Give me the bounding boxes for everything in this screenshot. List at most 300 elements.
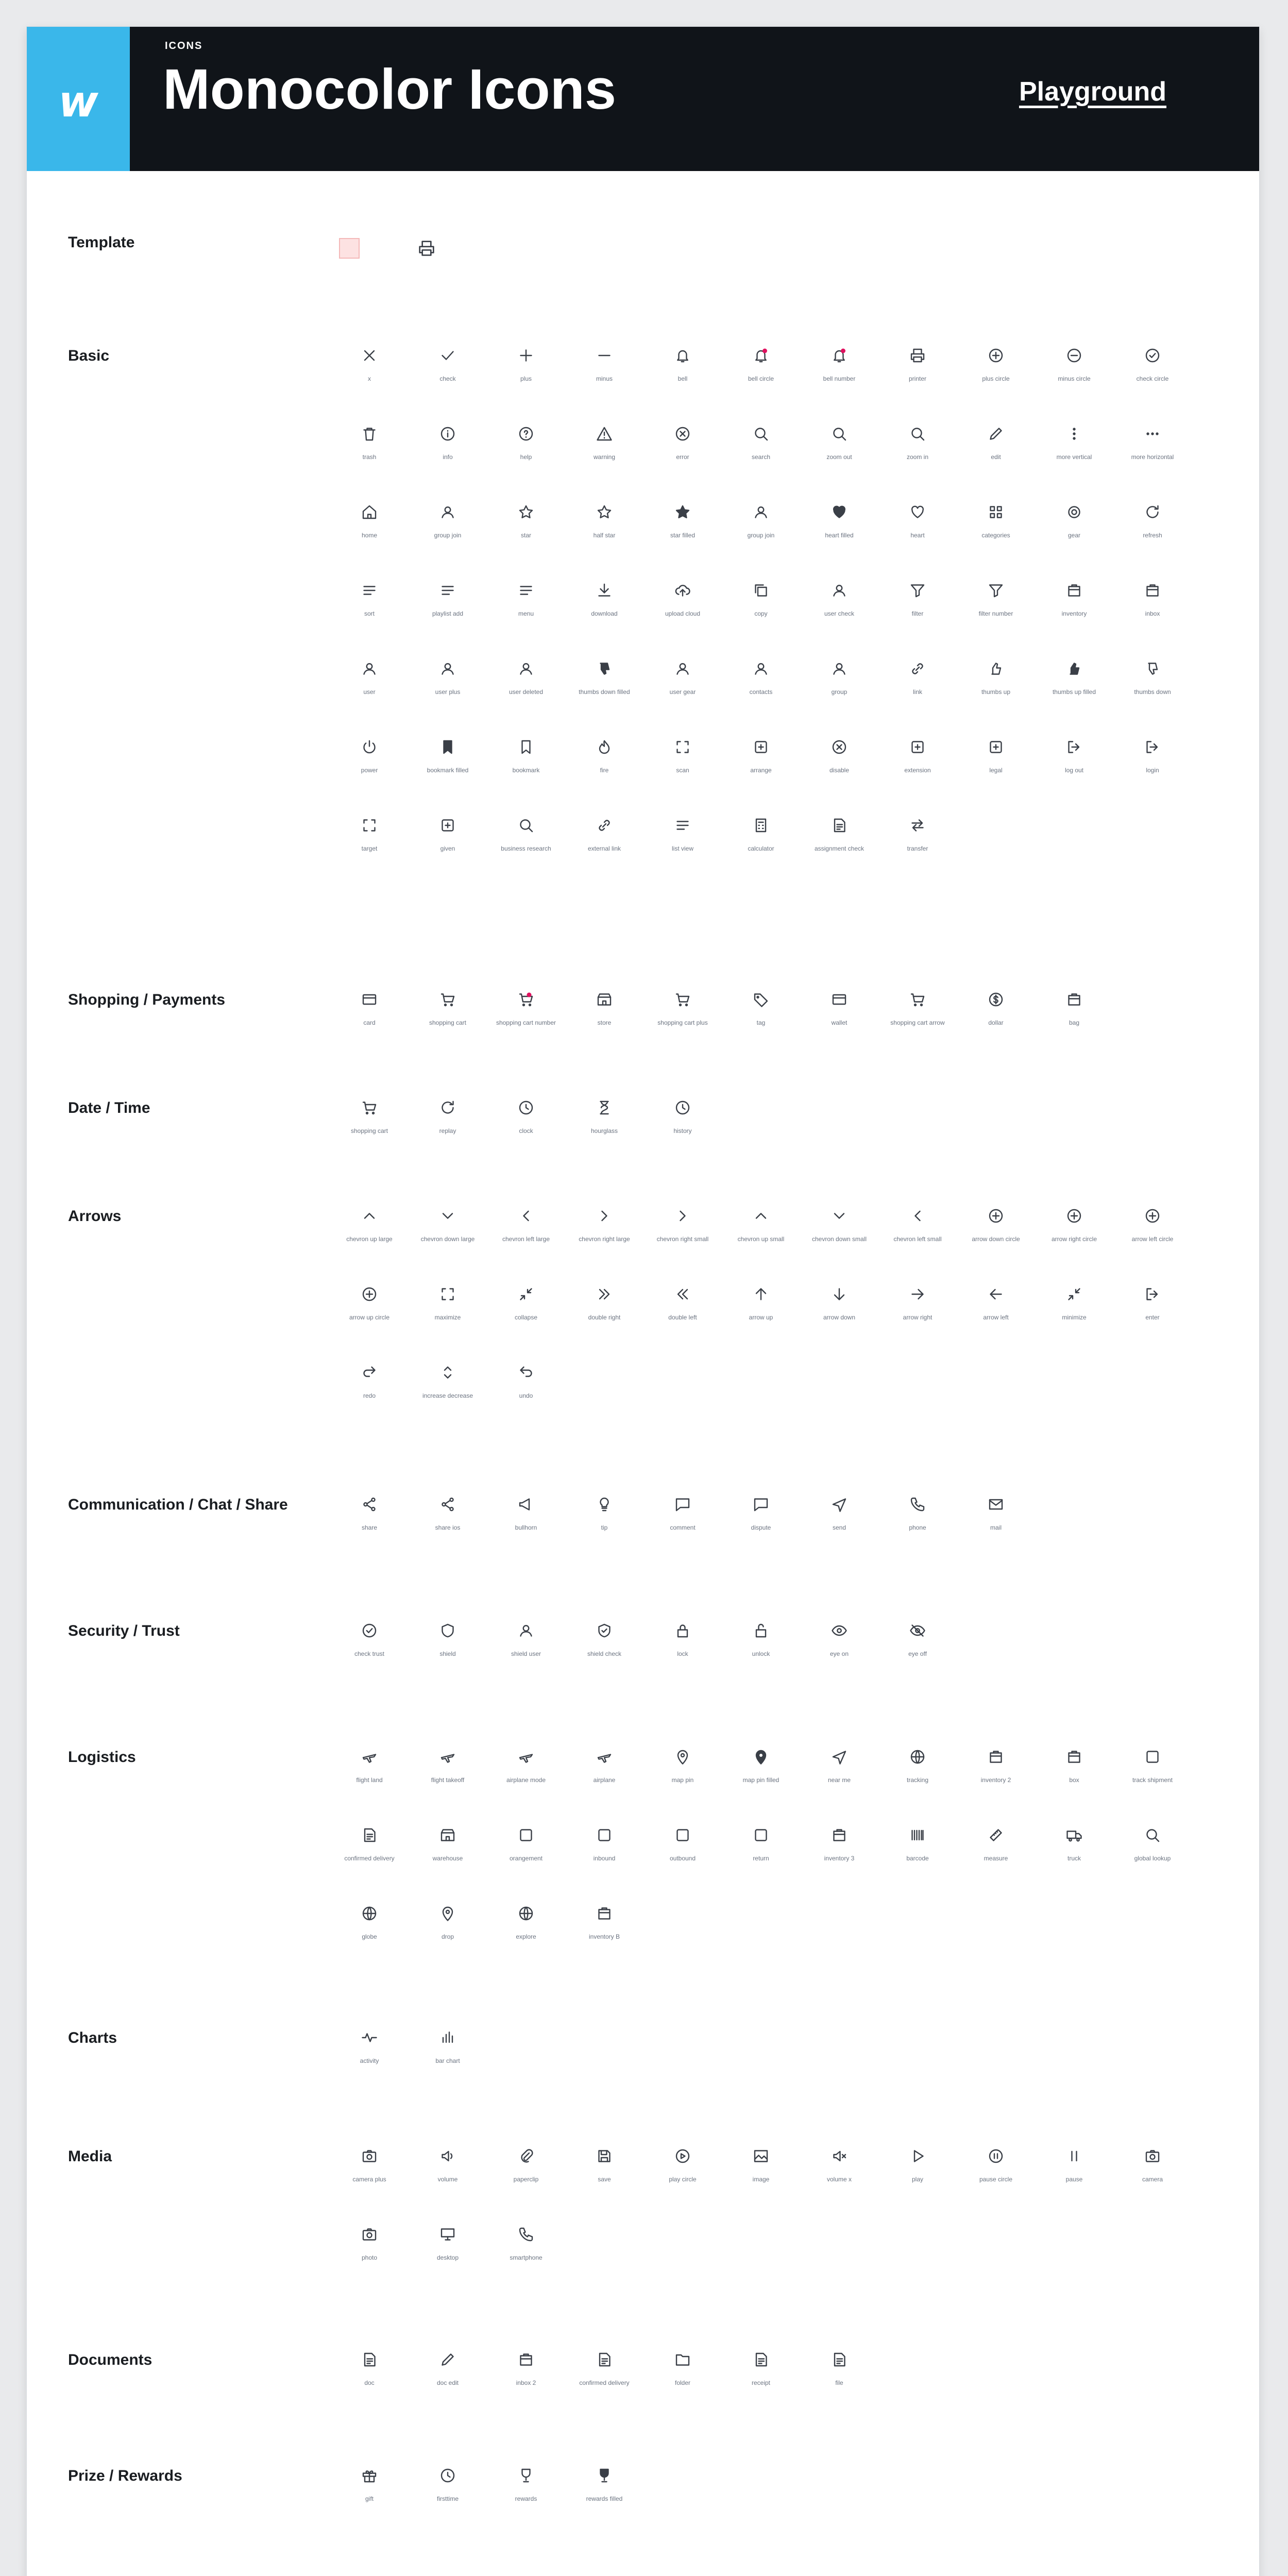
icon-tile[interactable] xyxy=(566,1748,643,1809)
icon-tile[interactable] xyxy=(331,2028,408,2090)
icon-tile[interactable] xyxy=(957,990,1035,1052)
icon-tile[interactable] xyxy=(644,425,721,486)
icon-tile[interactable] xyxy=(644,2350,721,2412)
wallet-icon xyxy=(830,990,849,1009)
icon-label: bar chart xyxy=(435,2057,460,2064)
tag-icon xyxy=(752,990,770,1009)
icon-tile[interactable] xyxy=(409,2028,486,2090)
icon-tile[interactable] xyxy=(487,816,565,878)
icon-tile[interactable] xyxy=(409,2147,486,2209)
icon-tile[interactable] xyxy=(722,990,800,1052)
icon-label: zoom in xyxy=(906,453,929,461)
icon-tile[interactable] xyxy=(331,1826,408,1888)
icon-tile[interactable] xyxy=(879,503,956,565)
rewards-filled-icon xyxy=(595,2466,614,2485)
icon-tile[interactable] xyxy=(879,659,956,721)
icon-label: camera xyxy=(1142,2176,1163,2183)
desktop-icon xyxy=(438,2225,457,2244)
icon-tile[interactable] xyxy=(566,2466,643,2528)
icon-tile[interactable] xyxy=(722,425,800,486)
icon-tile[interactable] xyxy=(566,1285,643,1347)
icon-label: business research xyxy=(501,845,551,852)
icon-label: star filled xyxy=(670,532,696,539)
icon-tile[interactable] xyxy=(1036,738,1113,800)
thumbs-down-filled-icon xyxy=(595,659,614,678)
icon-tile[interactable] xyxy=(331,1363,408,1425)
icon-tile[interactable] xyxy=(409,1495,486,1557)
icon-tile[interactable] xyxy=(644,1748,721,1809)
arrow-right-circle-icon xyxy=(1065,1207,1083,1225)
plus-circle-icon xyxy=(987,346,1005,365)
icon-label: arrow up circle xyxy=(349,1314,390,1321)
icon-tile[interactable] xyxy=(331,2466,408,2528)
icon-label: dollar xyxy=(988,1019,1004,1026)
icon-tile[interactable] xyxy=(409,2466,486,2528)
icon-tile[interactable] xyxy=(566,1098,643,1160)
icon-label: shopping cart plus xyxy=(657,1019,708,1026)
icon-tile[interactable] xyxy=(409,2350,486,2412)
icon-tile[interactable] xyxy=(879,581,956,643)
icon-tile[interactable] xyxy=(409,1098,486,1160)
icon-tile[interactable] xyxy=(1114,1207,1191,1268)
icon-tile[interactable] xyxy=(409,816,486,878)
icon-tile[interactable] xyxy=(879,990,956,1052)
plus-icon xyxy=(517,346,535,365)
receipt-icon xyxy=(752,2350,770,2369)
assignment-check-icon xyxy=(830,816,849,835)
doc-icon xyxy=(360,2350,379,2369)
icon-label: minus xyxy=(596,375,613,382)
icon-label: track shipment xyxy=(1132,1776,1173,1784)
icon-tile[interactable] xyxy=(409,581,486,643)
icon-tile[interactable] xyxy=(644,2147,721,2209)
icon-tile[interactable] xyxy=(957,1826,1035,1888)
truck-icon xyxy=(1065,1826,1083,1844)
icon-label: star xyxy=(520,532,531,539)
sort-icon xyxy=(360,581,379,600)
explore-icon xyxy=(517,1904,535,1923)
icon-tile[interactable] xyxy=(957,1207,1035,1268)
icon-tile[interactable] xyxy=(879,816,956,878)
icon-tile[interactable] xyxy=(722,503,800,565)
icon-tile[interactable] xyxy=(1114,1748,1191,1809)
icon-label: send xyxy=(832,1524,846,1531)
firsttime-icon xyxy=(438,2466,457,2485)
icon-tile[interactable] xyxy=(487,1495,565,1557)
icon-tile[interactable] xyxy=(409,990,486,1052)
icon-tile[interactable] xyxy=(644,346,721,408)
icon-tile[interactable] xyxy=(722,659,800,721)
upload-cloud-icon xyxy=(673,581,692,600)
folder-icon xyxy=(673,2350,692,2369)
inbox-2-icon xyxy=(517,2350,535,2369)
icon-tile[interactable] xyxy=(957,659,1035,721)
icon-label: log out xyxy=(1064,767,1084,774)
chevron-left-small-icon xyxy=(908,1207,927,1225)
icon-tile[interactable] xyxy=(801,738,878,800)
icon-tile[interactable] xyxy=(487,2147,565,2209)
icon-label: arrow right xyxy=(903,1314,933,1321)
icon-label: menu xyxy=(518,610,534,617)
icon-label: drop xyxy=(441,1933,454,1940)
playground-link[interactable]: Playground xyxy=(1019,77,1166,107)
icon-tile[interactable] xyxy=(487,2350,565,2412)
icon-tile[interactable] xyxy=(566,659,643,721)
icon-tile[interactable] xyxy=(1114,659,1191,721)
icon-label: file xyxy=(835,2379,843,2386)
icon-tile[interactable] xyxy=(879,2147,956,2209)
icon-tile[interactable] xyxy=(1114,1826,1191,1888)
icon-tile[interactable] xyxy=(801,1285,878,1347)
icon-label: doc edit xyxy=(436,2379,459,2386)
replay-icon xyxy=(438,1098,457,1117)
icon-tile[interactable] xyxy=(487,581,565,643)
icon-tile[interactable] xyxy=(722,1285,800,1347)
icon-tile[interactable] xyxy=(644,1826,721,1888)
icon-tile[interactable] xyxy=(487,1098,565,1160)
lock-icon xyxy=(673,1621,692,1640)
icon-tile[interactable] xyxy=(409,1826,486,1888)
globe-icon xyxy=(360,1904,379,1923)
icon-tile[interactable] xyxy=(331,1748,408,1809)
icon-tile[interactable] xyxy=(331,1495,408,1557)
icon-label: arrow right circle xyxy=(1051,1235,1097,1243)
icon-tile[interactable] xyxy=(566,1904,643,1966)
icon-tile[interactable] xyxy=(487,2466,565,2528)
icon-tile[interactable] xyxy=(879,346,956,408)
icon-tile[interactable] xyxy=(1114,346,1191,408)
redo-icon xyxy=(360,1363,379,1382)
icon-tile[interactable] xyxy=(331,659,408,721)
icon-tile[interactable] xyxy=(331,2350,408,2412)
icon-tile[interactable] xyxy=(801,425,878,486)
enter-icon xyxy=(1143,1285,1162,1303)
icon-label: edit xyxy=(991,453,1001,461)
icon-tile[interactable] xyxy=(487,1826,565,1888)
icon-label: collapse xyxy=(514,1314,538,1321)
icon-label: image xyxy=(752,2176,770,2183)
share-ios-icon xyxy=(438,1495,457,1514)
shopping-cart-arrow-icon xyxy=(908,990,927,1009)
icon-tile[interactable] xyxy=(409,1363,486,1425)
icon-tile[interactable] xyxy=(644,1495,721,1557)
icon-tile[interactable] xyxy=(957,425,1035,486)
icon-tile[interactable] xyxy=(879,1826,956,1888)
icon-label: download xyxy=(591,610,618,617)
icon-tile[interactable] xyxy=(644,990,721,1052)
icon-tile[interactable] xyxy=(1114,425,1191,486)
icon-label: phone xyxy=(909,1524,926,1531)
icon-tile[interactable] xyxy=(331,1207,408,1268)
icon-tile[interactable] xyxy=(331,503,408,565)
icon-tile[interactable] xyxy=(722,1826,800,1888)
icon-tile[interactable] xyxy=(722,1495,800,1557)
icon-label: hourglass xyxy=(590,1127,618,1134)
icon-tile[interactable] xyxy=(566,581,643,643)
icon-label: user check xyxy=(824,610,855,617)
icon-tile[interactable] xyxy=(487,1363,565,1425)
icon-tile[interactable] xyxy=(1036,1826,1113,1888)
icon-label: firsttime xyxy=(437,2495,459,2502)
icon-tile[interactable] xyxy=(566,425,643,486)
icon-label: filter xyxy=(911,610,924,617)
icon-tile[interactable] xyxy=(801,990,878,1052)
icon-tile[interactable] xyxy=(487,990,565,1052)
icon-label: home xyxy=(361,532,378,539)
icon-tile[interactable] xyxy=(957,503,1035,565)
icon-tile[interactable] xyxy=(879,425,956,486)
icon-tile[interactable] xyxy=(409,1748,486,1809)
icon-label: pause xyxy=(1065,2176,1083,2183)
icon-tile[interactable] xyxy=(1114,503,1191,565)
icon-label: chevron up large xyxy=(346,1235,393,1243)
icon-tile[interactable] xyxy=(957,2147,1035,2209)
icon-tile[interactable] xyxy=(487,1285,565,1347)
check-circle-icon xyxy=(1143,346,1162,365)
icon-tile[interactable] xyxy=(722,1207,800,1268)
icon-tile[interactable] xyxy=(957,1748,1035,1809)
bell-icon xyxy=(673,346,692,365)
icon-tile[interactable] xyxy=(566,2350,643,2412)
icon-tile[interactable] xyxy=(801,503,878,565)
icon-tile[interactable] xyxy=(879,738,956,800)
icon-tile[interactable] xyxy=(801,1495,878,1557)
icon-label: thumbs down xyxy=(1134,688,1171,696)
icon-tile[interactable] xyxy=(1036,1285,1113,1347)
icon-tile[interactable] xyxy=(487,659,565,721)
icon-tile[interactable] xyxy=(957,581,1035,643)
icon-tile[interactable] xyxy=(1114,581,1191,643)
arrow-right-icon xyxy=(908,1285,927,1303)
icon-label: truck xyxy=(1067,1855,1081,1862)
icon-tile[interactable] xyxy=(1114,1285,1191,1347)
icon-tile[interactable] xyxy=(331,581,408,643)
icon-tile[interactable] xyxy=(487,346,565,408)
categories-icon xyxy=(987,503,1005,521)
icon-tile[interactable] xyxy=(331,1904,408,1966)
icon-tile[interactable] xyxy=(566,1495,643,1557)
icon-label: arrange xyxy=(750,767,772,774)
icon-tile[interactable] xyxy=(409,1285,486,1347)
icon-label: power xyxy=(361,767,378,774)
icon-tile[interactable] xyxy=(722,1621,800,1683)
section-title: Logistics xyxy=(68,1749,136,1766)
star-icon xyxy=(517,503,535,521)
icon-tile[interactable] xyxy=(644,659,721,721)
icon-tile[interactable] xyxy=(566,738,643,800)
icon-label: error xyxy=(676,453,689,461)
icon-tile[interactable] xyxy=(566,816,643,878)
icon-tile[interactable] xyxy=(644,1285,721,1347)
outbound-icon xyxy=(673,1826,692,1844)
icon-label: plus xyxy=(520,375,532,382)
icon-tile[interactable] xyxy=(722,2147,800,2209)
icon-tile[interactable] xyxy=(1036,2147,1113,2209)
icon-label: history xyxy=(673,1127,692,1134)
icon-tile[interactable] xyxy=(331,2225,408,2287)
section-title: Documents xyxy=(68,2351,152,2368)
icon-tile[interactable] xyxy=(1036,503,1113,565)
icon-tile[interactable] xyxy=(644,1621,721,1683)
icon-tile[interactable] xyxy=(487,1207,565,1268)
tracking-icon xyxy=(908,1748,927,1766)
icon-tile[interactable] xyxy=(801,1826,878,1888)
shopping-cart-icon xyxy=(438,990,457,1009)
icon-label: store xyxy=(597,1019,612,1026)
icon-label: disable xyxy=(829,767,850,774)
icon-tile[interactable] xyxy=(879,1495,956,1557)
chevron-down-large-icon xyxy=(438,1207,457,1225)
icon-tile[interactable] xyxy=(331,816,408,878)
icon-tile[interactable] xyxy=(566,1826,643,1888)
icon-tile[interactable] xyxy=(1114,738,1191,800)
icon-tile[interactable] xyxy=(801,659,878,721)
icon-tile[interactable] xyxy=(566,1207,643,1268)
icon-tile[interactable] xyxy=(487,738,565,800)
icon-label: receipt xyxy=(751,2379,771,2386)
icon-label: heart filled xyxy=(825,532,854,539)
icon-tile[interactable] xyxy=(1036,425,1113,486)
section-title: Basic xyxy=(68,347,110,364)
icon-tile[interactable] xyxy=(487,1748,565,1809)
icon-tile[interactable] xyxy=(722,2350,800,2412)
icon-tile[interactable] xyxy=(957,1285,1035,1347)
icon-tile[interactable] xyxy=(409,659,486,721)
bag-icon xyxy=(1065,990,1083,1009)
icon-tile[interactable] xyxy=(566,990,643,1052)
icon-tile[interactable] xyxy=(331,738,408,800)
icon-label: inbox xyxy=(1145,610,1160,617)
icon-label: group join xyxy=(747,532,775,539)
icon-tile[interactable] xyxy=(722,346,800,408)
icon-tile[interactable] xyxy=(1036,659,1113,721)
half-star-icon xyxy=(595,503,614,521)
more-vertical-icon xyxy=(1065,425,1083,443)
icon-label: replay xyxy=(439,1127,456,1134)
icon-tile[interactable] xyxy=(487,1904,565,1966)
icon-tile[interactable] xyxy=(879,1285,956,1347)
icon-tile[interactable] xyxy=(644,738,721,800)
icon-tile[interactable] xyxy=(879,1621,956,1683)
icon-tile[interactable] xyxy=(957,738,1035,800)
icon-tile[interactable] xyxy=(487,503,565,565)
icon-tile[interactable] xyxy=(1036,581,1113,643)
icon-tile[interactable] xyxy=(487,2225,565,2287)
gift-icon xyxy=(360,2466,379,2485)
icon-tile[interactable] xyxy=(957,346,1035,408)
icon-tile[interactable] xyxy=(1036,990,1113,1052)
brand-logo-letter: w xyxy=(58,76,98,127)
business-research-icon xyxy=(517,816,535,835)
icon-tile[interactable] xyxy=(957,1495,1035,1557)
icon-tile[interactable] xyxy=(801,581,878,643)
scan-icon xyxy=(673,738,692,756)
icon-tile[interactable] xyxy=(566,1621,643,1683)
link-icon xyxy=(908,659,927,678)
icon-tile[interactable] xyxy=(801,346,878,408)
chevron-down-small-icon xyxy=(830,1207,849,1225)
play-circle-icon xyxy=(673,2147,692,2165)
icon-tile[interactable] xyxy=(644,1207,721,1268)
icon-tile[interactable] xyxy=(801,1748,878,1809)
icon-tile[interactable] xyxy=(1036,1207,1113,1268)
icon-tile[interactable] xyxy=(409,346,486,408)
minus-circle-icon xyxy=(1065,346,1083,365)
icon-tile[interactable] xyxy=(722,581,800,643)
icon-tile[interactable] xyxy=(801,2350,878,2412)
icon-tile[interactable] xyxy=(487,425,565,486)
drop-icon xyxy=(438,1904,457,1923)
icon-label: printer xyxy=(908,375,926,382)
icon-label: heart xyxy=(910,532,925,539)
icon-tile[interactable] xyxy=(1114,2147,1191,2209)
icon-tile[interactable] xyxy=(331,425,408,486)
icon-label: lock xyxy=(677,1650,688,1657)
icon-tile[interactable] xyxy=(566,346,643,408)
home-icon xyxy=(360,503,379,521)
icon-tile[interactable] xyxy=(331,990,408,1052)
section-title: Prize / Rewards xyxy=(68,2467,182,2484)
icon-label: shopping cart xyxy=(429,1019,467,1026)
icon-label: desktop xyxy=(436,2254,459,2261)
icon-tile[interactable] xyxy=(722,738,800,800)
icon-label: double left xyxy=(668,1314,697,1321)
icon-tile[interactable] xyxy=(801,2147,878,2209)
icon-tile[interactable] xyxy=(331,1098,408,1160)
icon-tile[interactable] xyxy=(722,1748,800,1809)
icon-tile[interactable] xyxy=(644,581,721,643)
icon-tile[interactable] xyxy=(801,1621,878,1683)
icon-tile[interactable] xyxy=(487,1621,565,1683)
calculator-icon xyxy=(752,816,770,835)
icon-label: calculator xyxy=(748,845,774,852)
icon-tile[interactable] xyxy=(879,1207,956,1268)
icon-tile[interactable] xyxy=(644,503,721,565)
icon-tile[interactable] xyxy=(644,1098,721,1160)
icon-tile[interactable] xyxy=(566,2147,643,2209)
paperclip-icon xyxy=(517,2147,535,2165)
track-shipment-icon xyxy=(1143,1748,1162,1766)
icon-tile[interactable] xyxy=(1036,1748,1113,1809)
menu-icon xyxy=(517,581,535,600)
icon-tile[interactable] xyxy=(1036,346,1113,408)
icon-tile[interactable] xyxy=(409,738,486,800)
icon-tile[interactable] xyxy=(331,1285,408,1347)
icon-tile[interactable] xyxy=(644,816,721,878)
icon-tile[interactable] xyxy=(409,1621,486,1683)
icon-tile[interactable] xyxy=(331,346,408,408)
icon-tile[interactable] xyxy=(409,2225,486,2287)
icon-tile[interactable] xyxy=(801,816,878,878)
icon-label: near me xyxy=(827,1776,851,1784)
icon-tile[interactable] xyxy=(331,1621,408,1683)
icon-tile[interactable] xyxy=(409,1904,486,1966)
tip-icon xyxy=(595,1495,614,1514)
icon-tile[interactable] xyxy=(801,1207,878,1268)
icon-tile[interactable] xyxy=(409,503,486,565)
icon-tile[interactable] xyxy=(722,816,800,878)
barcode-icon xyxy=(908,1826,927,1844)
icon-tile[interactable] xyxy=(879,1748,956,1809)
icon-tile[interactable] xyxy=(331,2147,408,2209)
icon-label: bell xyxy=(677,375,688,382)
icon-label: arrow left circle xyxy=(1131,1235,1174,1243)
star-filled-icon xyxy=(673,503,692,521)
icon-tile[interactable] xyxy=(566,503,643,565)
icon-label: bookmark filled xyxy=(427,767,469,774)
icon-tile[interactable] xyxy=(409,1207,486,1268)
icon-tile[interactable] xyxy=(409,425,486,486)
